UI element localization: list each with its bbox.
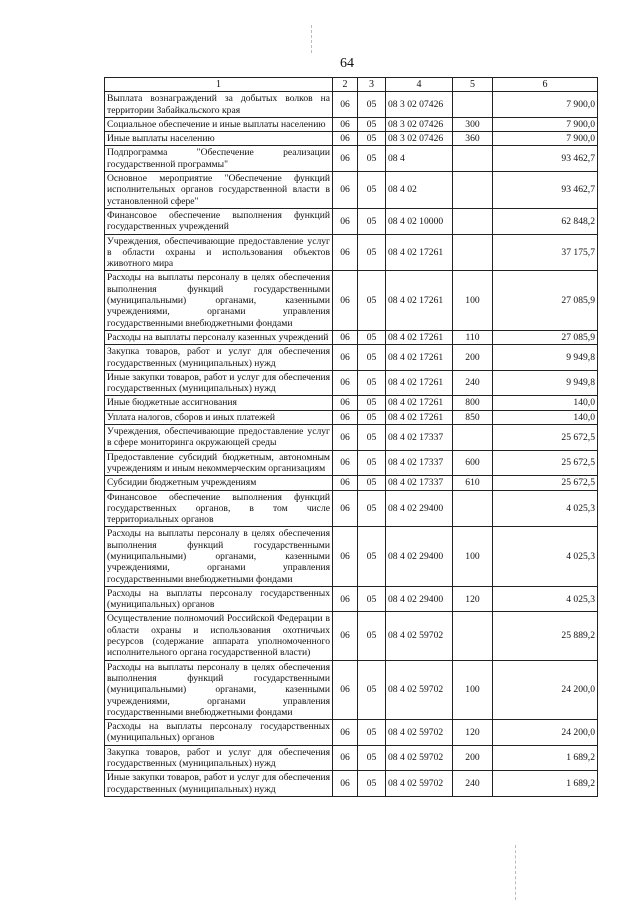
amount-cell: 25 672,5 <box>493 425 598 451</box>
expense-type-cell <box>453 490 493 527</box>
expense-name-cell: Финансовое обеспечение выполнения функций государственных учреждений <box>105 208 333 234</box>
expense-type-cell: 800 <box>453 396 493 410</box>
expense-name-cell: Закупка товаров, работ и услуг для обеспечения государственных (муниципальных) нужд <box>105 345 333 371</box>
expense-name-cell: Выплата вознаграждений за добытых волков на территории Забайкальского края <box>105 92 333 118</box>
target-article-cell: 08 3 02 07426 <box>386 132 453 146</box>
target-article-cell: 08 4 02 17337 <box>386 425 453 451</box>
target-article-cell: 08 3 02 07426 <box>386 117 453 131</box>
amount-cell: 93 462,7 <box>493 146 598 172</box>
section-code-cell: 06 <box>333 208 358 234</box>
header-cell: 3 <box>358 78 386 92</box>
target-article-cell: 08 4 02 29400 <box>386 527 453 586</box>
amount-cell: 27 085,9 <box>493 330 598 344</box>
expense-type-cell: 120 <box>453 586 493 612</box>
expense-type-cell: 110 <box>453 330 493 344</box>
section-code-cell: 06 <box>333 345 358 371</box>
amount-cell: 27 085,9 <box>493 271 598 330</box>
amount-cell: 7 900,0 <box>493 132 598 146</box>
amount-cell: 25 889,2 <box>493 612 598 660</box>
expense-type-cell: 200 <box>453 345 493 371</box>
amount-cell: 9 949,8 <box>493 345 598 371</box>
expense-name-cell: Иные закупки товаров, работ и услуг для обеспечения государственных (муниципальных) нужд <box>105 771 333 797</box>
expense-name-cell: Расходы на выплаты персоналу в целях обеспечения выполнения функций государственными (муниципальными) органами, казенными учреждениями, органами управления государственными внебюджетными фондами <box>105 527 333 586</box>
subsection-code-cell: 05 <box>358 745 386 771</box>
header-cell: 6 <box>493 78 598 92</box>
subsection-code-cell: 05 <box>358 720 386 746</box>
section-code-cell: 06 <box>333 117 358 131</box>
table-row <box>105 146 598 172</box>
table-row <box>105 771 598 797</box>
section-code-cell: 06 <box>333 771 358 797</box>
section-code-cell: 06 <box>333 612 358 660</box>
expense-type-cell <box>453 92 493 118</box>
target-article-cell: 08 4 02 17261 <box>386 330 453 344</box>
expense-name-cell: Социальное обеспечение и иные выплаты населению <box>105 117 333 131</box>
amount-cell: 4 025,3 <box>493 527 598 586</box>
expense-type-cell: 100 <box>453 527 493 586</box>
target-article-cell: 08 4 02 17261 <box>386 345 453 371</box>
expense-name-cell: Учреждения, обеспечивающие предоставление услуг в области охраны и использования объектов животного мира <box>105 234 333 271</box>
expense-name-cell: Уплата налогов, сборов и иных платежей <box>105 410 333 424</box>
target-article-cell: 08 4 02 59702 <box>386 720 453 746</box>
table-row <box>105 345 598 371</box>
table-row <box>105 745 598 771</box>
subsection-code-cell: 05 <box>358 370 386 396</box>
section-code-cell: 06 <box>333 370 358 396</box>
table-row <box>105 612 598 660</box>
subsection-code-cell: 05 <box>358 234 386 271</box>
subsection-code-cell: 05 <box>358 771 386 797</box>
header-cell: 4 <box>386 78 453 92</box>
budget-table <box>104 77 598 797</box>
section-code-cell: 06 <box>333 146 358 172</box>
table-row <box>105 490 598 527</box>
table-row <box>105 172 598 209</box>
table-row <box>105 450 598 476</box>
target-article-cell: 08 4 02 17261 <box>386 271 453 330</box>
header-cell: 2 <box>333 78 358 92</box>
target-article-cell: 08 4 02 17261 <box>386 234 453 271</box>
expense-type-cell <box>453 234 493 271</box>
target-article-cell: 08 3 02 07426 <box>386 92 453 118</box>
subsection-code-cell: 05 <box>358 476 386 490</box>
amount-cell: 4 025,3 <box>493 586 598 612</box>
expense-name-cell: Иные бюджетные ассигнования <box>105 396 333 410</box>
expense-type-cell: 100 <box>453 660 493 719</box>
amount-cell: 25 672,5 <box>493 450 598 476</box>
section-code-cell: 06 <box>333 527 358 586</box>
section-code-cell: 06 <box>333 450 358 476</box>
target-article-cell: 08 4 02 17337 <box>386 476 453 490</box>
target-article-cell: 08 4 02 59702 <box>386 771 453 797</box>
subsection-code-cell: 05 <box>358 396 386 410</box>
table-row <box>105 234 598 271</box>
target-article-cell: 08 4 02 10000 <box>386 208 453 234</box>
section-code-cell: 06 <box>333 396 358 410</box>
expense-name-cell: Иные выплаты населению <box>105 132 333 146</box>
header-cell: 5 <box>453 78 493 92</box>
table-row <box>105 425 598 451</box>
scan-line <box>311 25 312 53</box>
section-code-cell: 06 <box>333 172 358 209</box>
section-code-cell: 06 <box>333 745 358 771</box>
section-code-cell: 06 <box>333 425 358 451</box>
expense-type-cell <box>453 146 493 172</box>
subsection-code-cell: 05 <box>358 612 386 660</box>
section-code-cell: 06 <box>333 490 358 527</box>
amount-cell: 24 200,0 <box>493 660 598 719</box>
expense-name-cell: Предоставление субсидий бюджетным, автономным учреждениям и иным некоммерческим организациям <box>105 450 333 476</box>
expense-name-cell: Расходы на выплаты персоналу государственных (муниципальных) органов <box>105 720 333 746</box>
table-row <box>105 396 598 410</box>
table-row <box>105 92 598 118</box>
subsection-code-cell: 05 <box>358 345 386 371</box>
subsection-code-cell: 05 <box>358 172 386 209</box>
expense-name-cell: Осуществление полномочий Российской Федерации в области охраны и использования охотничьих ресурсов (содержание аппарата уполномоченного исполнительного органа государственной власти) <box>105 612 333 660</box>
expense-name-cell: Иные закупки товаров, работ и услуг для обеспечения государственных (муниципальных) нужд <box>105 370 333 396</box>
target-article-cell: 08 4 <box>386 146 453 172</box>
section-code-cell: 06 <box>333 330 358 344</box>
amount-cell: 140,0 <box>493 410 598 424</box>
subsection-code-cell: 05 <box>358 132 386 146</box>
expense-name-cell: Подпрограмма "Обеспечение реализации государственной программы" <box>105 146 333 172</box>
subsection-code-cell: 05 <box>358 92 386 118</box>
expense-type-cell: 300 <box>453 117 493 131</box>
page-number: 64 <box>340 56 354 71</box>
section-code-cell: 06 <box>333 410 358 424</box>
expense-type-cell <box>453 612 493 660</box>
target-article-cell: 08 4 02 29400 <box>386 490 453 527</box>
amount-cell: 1 689,2 <box>493 745 598 771</box>
target-article-cell: 08 4 02 59702 <box>386 660 453 719</box>
table-row <box>105 271 598 330</box>
section-code-cell: 06 <box>333 234 358 271</box>
subsection-code-cell: 05 <box>358 410 386 424</box>
table-row <box>105 586 598 612</box>
subsection-code-cell: 05 <box>358 490 386 527</box>
table-row <box>105 476 598 490</box>
table-row <box>105 720 598 746</box>
target-article-cell: 08 4 02 17261 <box>386 410 453 424</box>
target-article-cell: 08 4 02 29400 <box>386 586 453 612</box>
table-row <box>105 527 598 586</box>
amount-cell: 7 900,0 <box>493 92 598 118</box>
scan-line <box>515 845 516 900</box>
subsection-code-cell: 05 <box>358 425 386 451</box>
target-article-cell: 08 4 02 59702 <box>386 745 453 771</box>
expense-type-cell: 600 <box>453 450 493 476</box>
expense-type-cell: 200 <box>453 745 493 771</box>
section-code-cell: 06 <box>333 476 358 490</box>
section-code-cell: 06 <box>333 586 358 612</box>
amount-cell: 24 200,0 <box>493 720 598 746</box>
expense-type-cell: 610 <box>453 476 493 490</box>
expense-name-cell: Расходы на выплаты персоналу казенных учреждений <box>105 330 333 344</box>
expense-type-cell <box>453 208 493 234</box>
amount-cell: 140,0 <box>493 396 598 410</box>
amount-cell: 25 672,5 <box>493 476 598 490</box>
amount-cell: 9 949,8 <box>493 370 598 396</box>
expense-type-cell: 850 <box>453 410 493 424</box>
section-code-cell: 06 <box>333 660 358 719</box>
expense-type-cell: 240 <box>453 370 493 396</box>
amount-cell: 1 689,2 <box>493 771 598 797</box>
target-article-cell: 08 4 02 59702 <box>386 612 453 660</box>
expense-name-cell: Закупка товаров, работ и услуг для обеспечения государственных (муниципальных) нужд <box>105 745 333 771</box>
section-code-cell: 06 <box>333 271 358 330</box>
amount-cell: 7 900,0 <box>493 117 598 131</box>
target-article-cell: 08 4 02 17261 <box>386 396 453 410</box>
expense-name-cell: Расходы на выплаты персоналу в целях обеспечения выполнения функций государственными (муниципальными) органами, казенными учреждениями, органами управления государственными внебюджетными фондами <box>105 271 333 330</box>
subsection-code-cell: 05 <box>358 586 386 612</box>
table-row <box>105 410 598 424</box>
expense-type-cell: 360 <box>453 132 493 146</box>
expense-name-cell: Расходы на выплаты персоналу государственных (муниципальных) органов <box>105 586 333 612</box>
subsection-code-cell: 05 <box>358 146 386 172</box>
header-cell: 1 <box>105 78 333 92</box>
expense-type-cell <box>453 425 493 451</box>
section-code-cell: 06 <box>333 132 358 146</box>
table-row <box>105 117 598 131</box>
expense-type-cell: 120 <box>453 720 493 746</box>
expense-type-cell: 240 <box>453 771 493 797</box>
target-article-cell: 08 4 02 17337 <box>386 450 453 476</box>
expense-name-cell: Учреждения, обеспечивающие предоставление услуг в сфере мониторинга окружающей среды <box>105 425 333 451</box>
expense-name-cell: Расходы на выплаты персоналу в целях обеспечения выполнения функций государственными (муниципальными) органами, казенными учреждениями, органами управления государственными внебюджетными фондами <box>105 660 333 719</box>
subsection-code-cell: 05 <box>358 527 386 586</box>
expense-name-cell: Финансовое обеспечение выполнения функций государственных органов, в том числе территориальных органов <box>105 490 333 527</box>
target-article-cell: 08 4 02 <box>386 172 453 209</box>
table-row <box>105 208 598 234</box>
amount-cell: 4 025,3 <box>493 490 598 527</box>
subsection-code-cell: 05 <box>358 117 386 131</box>
subsection-code-cell: 05 <box>358 208 386 234</box>
target-article-cell: 08 4 02 17261 <box>386 370 453 396</box>
expense-name-cell: Субсидии бюджетным учреждениям <box>105 476 333 490</box>
subsection-code-cell: 05 <box>358 330 386 344</box>
header-row <box>105 78 598 92</box>
amount-cell: 93 462,7 <box>493 172 598 209</box>
table-row <box>105 132 598 146</box>
expense-name-cell: Основное мероприятие "Обеспечение функций исполнительных органов государственной власти в установленной сфере" <box>105 172 333 209</box>
table-row <box>105 330 598 344</box>
amount-cell: 37 175,7 <box>493 234 598 271</box>
table-row <box>105 660 598 719</box>
subsection-code-cell: 05 <box>358 450 386 476</box>
subsection-code-cell: 05 <box>358 271 386 330</box>
section-code-cell: 06 <box>333 720 358 746</box>
table-row <box>105 370 598 396</box>
expense-type-cell: 100 <box>453 271 493 330</box>
amount-cell: 62 848,2 <box>493 208 598 234</box>
expense-type-cell <box>453 172 493 209</box>
subsection-code-cell: 05 <box>358 660 386 719</box>
section-code-cell: 06 <box>333 92 358 118</box>
